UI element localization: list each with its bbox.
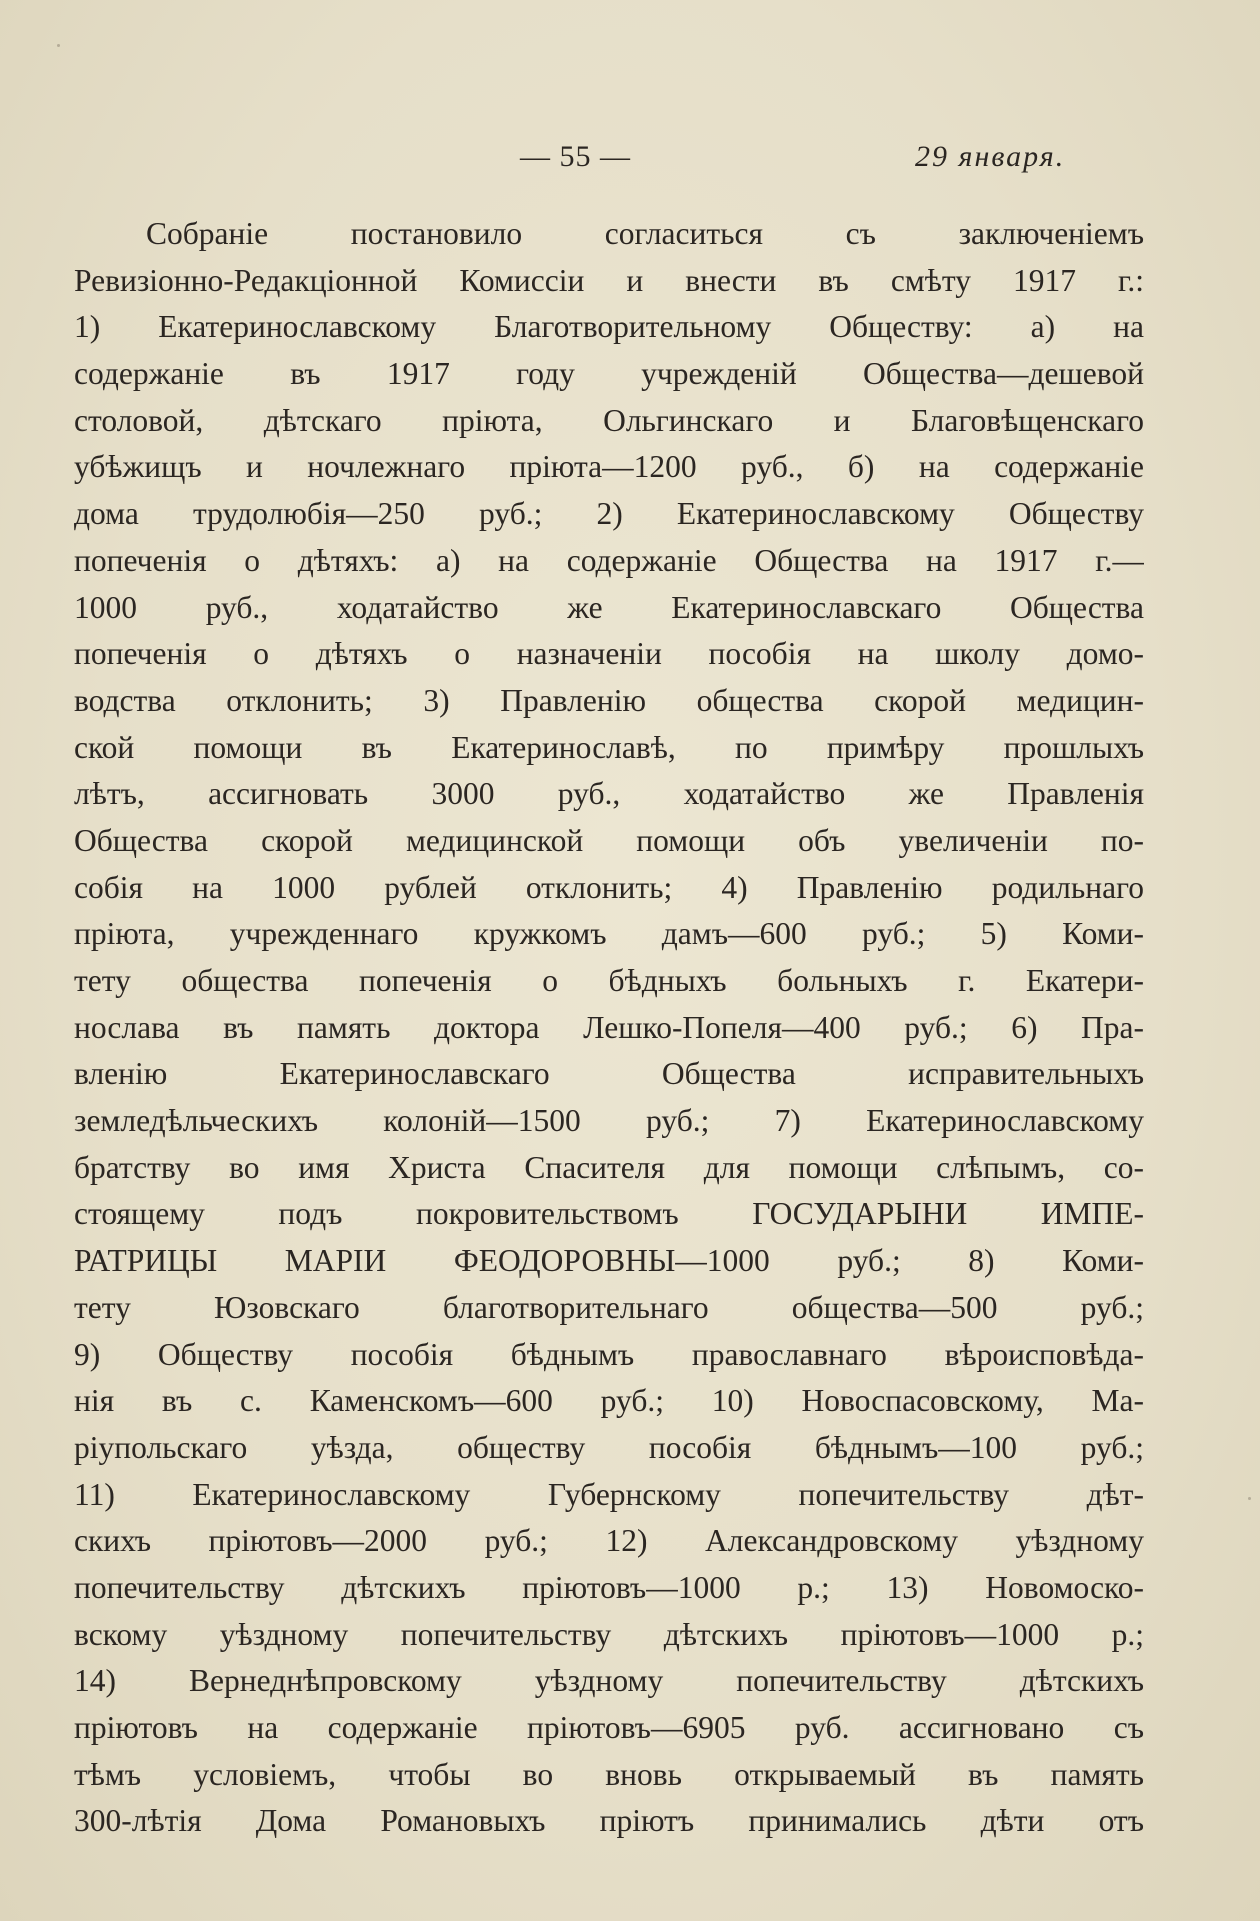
- text-line: вскому уѣздному попечительству дѣтскихъ пріютовъ—1000 р.;: [74, 1616, 1144, 1652]
- text-line: 1) Екатеринославскому Благотворительному Обществу: а) на: [74, 309, 1144, 345]
- paper-speck: [1248, 1497, 1251, 1500]
- text-line: пріютовъ на содержаніе пріютовъ—6905 руб. ассигновано съ: [74, 1710, 1144, 1745]
- text-line: убѣжищъ и ночлежнаго пріюта—1200 руб., б) на содержаніе: [74, 449, 1144, 485]
- text-line: содержаніе въ 1917 году учрежденій Общества—дешевой: [74, 356, 1144, 392]
- text-line: 1000 руб., ходатайство же Екатеринославскаго Общества: [74, 589, 1144, 625]
- text-line: собія на 1000 рублей отклонить; 4) Правленію родильнаго: [74, 869, 1144, 905]
- text-line: дома трудолюбія—250 руб.; 2) Екатеринославскому Обществу: [74, 496, 1144, 532]
- body-text: [74, 211, 1144, 1845]
- text-line: попечительству дѣтскихъ пріютовъ—1000 р.; 13) Новомоско-: [74, 1569, 1144, 1605]
- text-line: тѣмъ условіемъ, чтобы во вновь открываемый въ память: [74, 1756, 1144, 1792]
- text-line: попеченія о дѣтяхъ о назначеніи пособія на школу домо-: [74, 636, 1144, 672]
- text-line: нослава въ память доктора Лешко-Попеля—400 руб.; 6) Пра-: [74, 1009, 1144, 1045]
- text-line: ской помощи въ Екатеринославѣ, по примѣру прошлыхъ: [74, 729, 1144, 765]
- text-line: 14) Вернеднѣпровскому уѣздному попечительству дѣтскихъ: [74, 1663, 1144, 1699]
- text-line: столовой, дѣтскаго пріюта, Ольгинскаго и Благовѣщенскаго: [74, 402, 1144, 438]
- text-line: 300-лѣтія Дома Романовыхъ пріютъ принимались дѣти отъ: [74, 1803, 1144, 1839]
- page-number: — 55 —: [520, 140, 631, 173]
- text-line: 11) Екатеринославскому Губернскому попечительству дѣт-: [74, 1476, 1144, 1512]
- text-line: ріупольскаго уѣзда, обществу пособія бѣднымъ—100 руб.;: [74, 1429, 1144, 1465]
- text-line: нія въ с. Каменскомъ—600 руб.; 10) Новоспасовскому, Ма-: [74, 1383, 1144, 1419]
- text-line: тету Юзовскаго благотворительнаго общества—500 руб.;: [74, 1289, 1144, 1325]
- text-line: водства отклонить; 3) Правленію общества скорой медицин-: [74, 682, 1144, 718]
- text-line: тету общества попеченія о бѣдныхъ больныхъ г. Екатери-: [74, 963, 1144, 998]
- text-line: Общества скорой медицинской помощи объ увеличеніи по-: [74, 822, 1144, 858]
- text-line: РАТРИЦЫ МАРІИ ФЕОДОРОВНЫ—1000 руб.; 8) Коми-: [74, 1243, 1144, 1279]
- text-line: Собраніе постановило согласиться съ заключеніемъ: [146, 216, 1144, 251]
- text-line: 9) Обществу пособія бѣднымъ православнаго вѣроисповѣда-: [74, 1336, 1144, 1372]
- text-line: пріюта, учрежденнаго кружкомъ дамъ—600 руб.; 5) Коми-: [74, 916, 1144, 952]
- page-date: 29 января.: [915, 140, 1066, 173]
- text-line: земледѣльческихъ колоній—1500 руб.; 7) Екатеринославскому: [74, 1103, 1144, 1139]
- text-line: скихъ пріютовъ—2000 руб.; 12) Александровскому уѣздному: [74, 1523, 1144, 1559]
- text-line: вленію Екатеринославскаго Общества исправительныхъ: [74, 1056, 1144, 1092]
- paper-speck: [57, 44, 60, 47]
- text-line: лѣтъ, ассигновать 3000 руб., ходатайство же Правленія: [74, 776, 1144, 812]
- page-header: [0, 140, 1260, 180]
- text-line: стоящему подъ покровительствомъ ГОСУДАРЫНИ ИМПЕ-: [74, 1196, 1144, 1232]
- text-line: попеченія о дѣтяхъ: а) на содержаніе Общества на 1917 г.—: [74, 542, 1144, 578]
- text-line: братству во имя Христа Спасителя для помощи слѣпымъ, со-: [74, 1149, 1144, 1185]
- text-line: Ревизіонно-Редакціонной Комиссіи и внести въ смѣту 1917 г.:: [74, 262, 1144, 298]
